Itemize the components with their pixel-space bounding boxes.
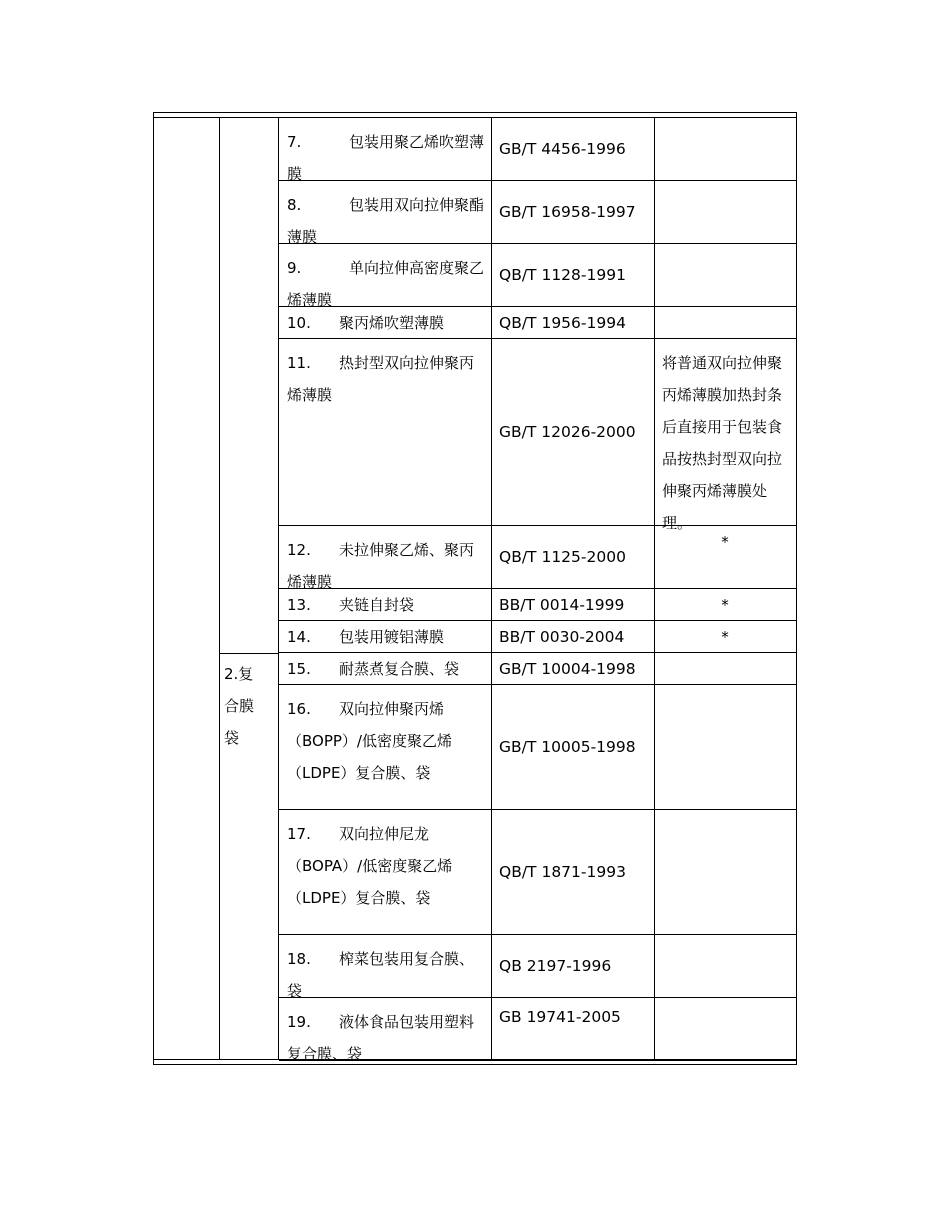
standard-code: GB/T 12026-2000 [491,339,654,526]
standard-code: BB/T 0014-1999 [491,589,654,621]
item-number: 15. [287,660,311,678]
table-row-item [279,244,491,307]
item-number: 7. [287,133,302,151]
item-number: 10. [287,314,311,332]
remark [654,998,796,1061]
standard-code: GB/T 10005-1998 [491,685,654,810]
item-name: 双向拉伸尼龙（BOPA）/低密度聚乙烯（LDPE）复合膜、袋 [287,825,453,907]
item-name: 单向拉伸高密度聚乙烯薄膜 [287,259,485,309]
remark: * [654,526,796,589]
table-body [154,117,796,1063]
table-row-item [279,181,491,244]
item-number: 12. [287,541,311,559]
table-row-item [279,935,491,998]
standard-code: QB 2197-1996 [491,935,654,998]
table-row-item [279,653,491,685]
remark [654,653,796,685]
remark [654,685,796,810]
standard-code: BB/T 0030-2004 [491,621,654,653]
table-row-item [279,526,491,589]
item-name: 包装用双向拉伸聚酯薄膜 [287,196,485,246]
item-name: 热封型双向拉伸聚丙烯薄膜 [287,354,475,404]
item-number: 8. [287,196,302,214]
item-name: 榨菜包装用复合膜、袋 [287,950,475,1000]
standard-code: GB 19741-2005 [491,998,654,1061]
remark [654,118,796,181]
remark [654,307,796,339]
standard-code: QB/T 1128-1991 [491,244,654,307]
item-name: 包装用聚乙烯吹塑薄膜 [287,133,485,183]
remark: * [654,589,796,621]
item-name: 液体食品包装用塑料复合膜、袋 [287,1013,475,1063]
standard-code: QB/T 1956-1994 [491,307,654,339]
table-row-item [279,621,491,653]
remark [654,810,796,935]
table-row-item [279,810,491,935]
standard-code: GB/T 4456-1996 [491,118,654,181]
table-row-item [279,307,491,339]
item-name: 未拉伸聚乙烯、聚丙烯薄膜 [287,541,475,591]
remark [654,935,796,998]
item-number: 14. [287,628,311,646]
item-name: 夹链自封袋 [339,596,415,614]
remark [654,244,796,307]
item-name: 聚丙烯吹塑薄膜 [339,314,445,332]
item-number: 9. [287,259,302,277]
standard-code: QB/T 1125-2000 [491,526,654,589]
remark: 将普通双向拉伸聚丙烯薄膜加热封条后直接用于包装食品按热封型双向拉伸聚丙烯薄膜处理。 [654,339,796,526]
standard-code: GB/T 16958-1997 [491,181,654,244]
standards-table [153,112,797,1065]
item-number: 18. [287,950,311,968]
item-name: 包装用镀铝薄膜 [339,628,445,646]
item-number: 17. [287,825,311,843]
item-name: 双向拉伸聚丙烯（BOPP）/低密度聚乙烯（LDPE）复合膜、袋 [287,700,452,782]
item-number: 16. [287,700,311,718]
item-number: 19. [287,1013,311,1031]
standard-code: QB/T 1871-1993 [491,810,654,935]
remark: * [654,621,796,653]
table-row-item [279,118,491,181]
column-divider [219,118,220,1059]
standard-code: GB/T 10004-1998 [491,653,654,685]
remark [654,181,796,244]
category-composite-bags: 2.复合膜袋 [224,665,255,747]
item-name: 耐蒸煮复合膜、袋 [339,660,460,678]
table-row-item [279,339,491,526]
item-number: 13. [287,596,311,614]
table-row-item [279,998,491,1061]
category-divider [219,653,279,654]
table-row-item [279,589,491,621]
item-number: 11. [287,354,311,372]
table-row-item [279,685,491,810]
